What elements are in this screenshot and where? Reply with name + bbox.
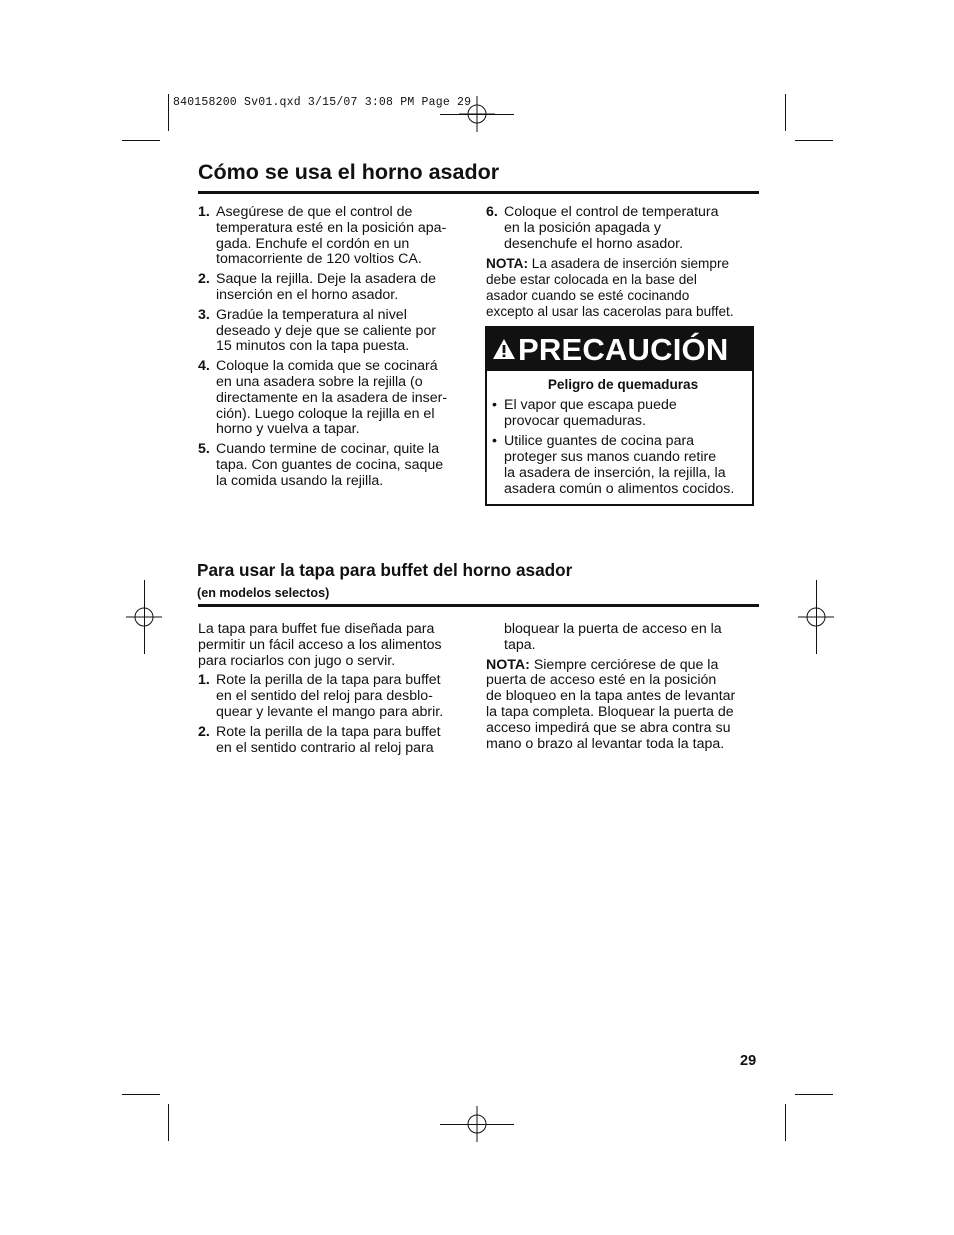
subsection-title: Para usar la tapa para buffet del horno asador	[197, 560, 573, 580]
step-number: 3.	[198, 306, 210, 323]
caution-bullet: • El vapor que escapa puede provocar quemaduras.	[492, 396, 677, 429]
step-item	[198, 205, 473, 268]
step-number: 1.	[198, 672, 210, 689]
step-text: Rote la perilla de la tapa para buffet en el sentido del reloj para desblo- quear y levante el mango para abrir.	[216, 672, 444, 720]
step-text: Cuando termine de cocinar, quite la tapa. Con guantes de cocina, saque la comida usando la rejilla.	[216, 441, 444, 489]
step-item	[198, 725, 473, 757]
title-rule	[198, 191, 759, 194]
note-paragraph: NOTA: Siempre cerciórese de que la puerta de acceso esté en la posición de bloqueo en la tapa antes de levantar la tapa completa. Bloquear la puerta de acceso impedirá que se abra contra su mano o brazo al levantar toda la tapa.	[486, 656, 736, 752]
step-item	[486, 205, 758, 252]
intro-paragraph: La tapa para buffet fue diseñada para permitir un fácil acceso a los alimentos para rociarlos con jugo o servir.	[198, 621, 442, 669]
step-number: 2.	[198, 723, 210, 740]
bullet-icon: •	[492, 433, 497, 450]
subsection-note: (en modelos selectos)	[197, 586, 330, 600]
section-title: Cómo se usa el horno asador	[198, 160, 500, 184]
step-item	[198, 442, 473, 489]
subsection-rule	[198, 604, 759, 607]
note-label: NOTA:	[486, 256, 529, 272]
caution-body	[492, 377, 754, 503]
step-item	[198, 272, 473, 304]
step-text: Asegúrese de que el control de temperatura esté en la posición apa- gada. Enchufe el cordón en un tomacorriente de 120 voltios CA.	[216, 204, 447, 268]
step-text: Coloque la comida que se cocinará en una asadera sobre la rejilla (o directamente en la asadera de inser- ción). Luego coloque la rejilla en el horno y vuelva a tapar.	[216, 358, 448, 438]
step-number: 5.	[198, 441, 210, 458]
registration-line-right	[816, 580, 817, 654]
step-item	[198, 673, 473, 720]
note-paragraph: NOTA: La asadera de inserción siempre debe estar colocada en la base del asador cuando se esté cocinando excepto al usar las cacerolas para buffet.	[486, 256, 734, 319]
left-column-steps	[198, 205, 473, 494]
step-text: Gradúe la temperatura al nivel deseado y deje que se caliente por 15 minutos con la tapa puesta.	[216, 306, 437, 355]
caution-bullet: • Utilice guantes de cocina para proteger sus manos cuando retire la asadera de inserción, la rejilla, la asadera común o alimentos cocidos.	[492, 433, 735, 497]
registration-line-left	[144, 580, 145, 654]
right-column-buffet	[486, 622, 758, 752]
registration-line-top	[440, 114, 514, 115]
step-number: 2.	[198, 271, 210, 288]
caution-subheading: Peligro de quemaduras	[547, 377, 699, 392]
step-text: Saque la rejilla. Deje la asadera de inserción en el horno asador.	[216, 271, 437, 303]
step-text: Coloque el control de temperatura en la posición apagada y desenchufe el horno asador.	[504, 204, 719, 252]
right-column-steps	[486, 205, 758, 320]
step-number: 4.	[198, 358, 210, 375]
note-label: NOTA:	[486, 656, 530, 673]
bullet-icon: •	[492, 396, 497, 413]
step-text: Rote la perilla de la tapa para buffet en el sentido contrario al reloj para	[216, 723, 441, 756]
step-item	[198, 308, 473, 355]
page-number: 29	[740, 1053, 757, 1069]
step-continuation: bloquear la puerta de acceso en la tapa.	[504, 621, 722, 653]
warning-triangle-icon	[492, 338, 516, 360]
registration-line-bottom	[440, 1124, 514, 1125]
step-item	[198, 359, 473, 438]
step-number: 6.	[486, 204, 498, 220]
left-column-buffet	[198, 622, 473, 760]
print-slug: 840158200 Sv01.qxd 3/15/07 3:08 PM Page 29	[173, 96, 472, 109]
caution-banner	[487, 328, 752, 371]
step-number: 1.	[198, 204, 210, 220]
caution-heading: PRECAUCIÓN	[518, 332, 729, 367]
caution-box	[485, 326, 754, 506]
